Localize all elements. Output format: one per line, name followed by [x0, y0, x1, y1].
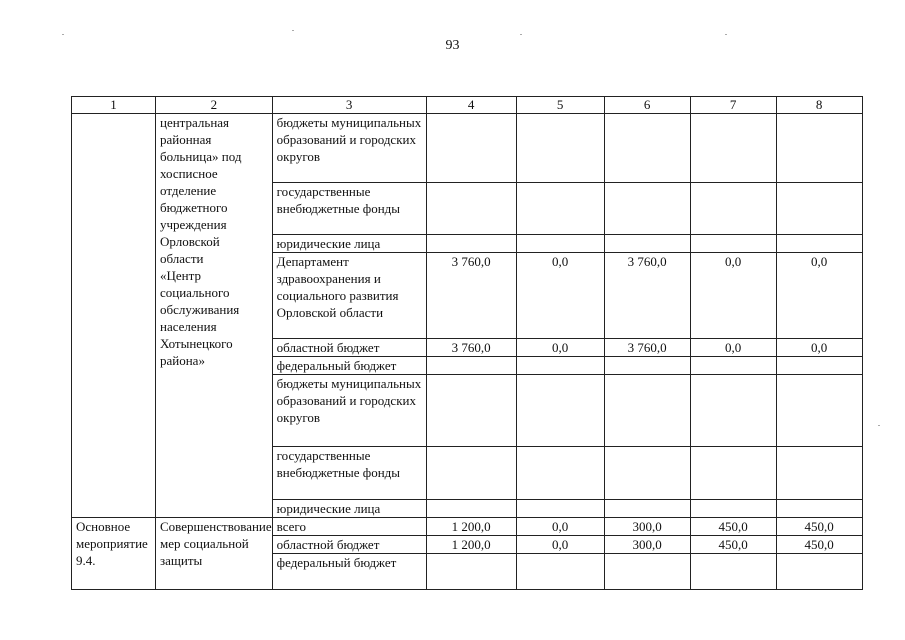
value-cell: 0,0 [776, 339, 862, 357]
org-line: населения [160, 319, 217, 334]
header-cell: 6 [604, 97, 690, 114]
value-cell [776, 114, 862, 183]
value-cell: 0,0 [516, 339, 604, 357]
source-cell: юридические лица [272, 500, 426, 518]
measure-name-cell: Совершенствование мер социальной защиты [156, 518, 273, 590]
value-cell [604, 500, 690, 518]
org-line: Орловской [160, 234, 220, 249]
value-cell [776, 357, 862, 375]
page-number: 93 [445, 38, 460, 53]
scan-artifact [878, 425, 880, 426]
value-cell [516, 500, 604, 518]
value-cell [604, 357, 690, 375]
value-cell [426, 114, 516, 183]
value-cell [776, 183, 862, 235]
value-cell: 300,0 [604, 536, 690, 554]
value-cell: 1 200,0 [426, 518, 516, 536]
header-cell: 7 [690, 97, 776, 114]
source-cell: федеральный бюджет [272, 554, 426, 590]
value-cell: 3 760,0 [426, 339, 516, 357]
value-cell [604, 447, 690, 500]
org-line: «Центр [160, 268, 201, 283]
value-cell [776, 500, 862, 518]
source-cell: Департамент здравоохранения и социального развития Орловской области [272, 253, 426, 339]
value-cell [516, 375, 604, 447]
org-line: социального [160, 285, 230, 300]
org-line: района» [160, 353, 205, 368]
scan-artifact [520, 34, 522, 35]
value-cell: 0,0 [516, 518, 604, 536]
value-cell: 3 760,0 [426, 253, 516, 339]
source-cell: областной бюджет [272, 536, 426, 554]
value-cell [690, 183, 776, 235]
value-cell [776, 447, 862, 500]
value-cell: 0,0 [690, 339, 776, 357]
header-row [72, 97, 863, 114]
source-cell: бюджеты муниципальных образований и городских округов [272, 114, 426, 183]
value-cell: 1 200,0 [426, 536, 516, 554]
value-cell [690, 447, 776, 500]
source-cell: юридические лица [272, 235, 426, 253]
value-cell [516, 235, 604, 253]
value-cell [690, 554, 776, 590]
value-cell: 450,0 [776, 518, 862, 536]
value-cell [604, 183, 690, 235]
org-line: центральная [160, 115, 230, 130]
source-cell: бюджеты муниципальных образований и городских округов [272, 375, 426, 447]
scan-artifact [292, 30, 294, 31]
org-line: бюджетного [160, 200, 228, 215]
org-line: Хотынецкого [160, 336, 233, 351]
value-cell: 0,0 [776, 253, 862, 339]
source-cell: государственные внебюджетные фонды [272, 447, 426, 500]
header-cell: 3 [272, 97, 426, 114]
org-line: районная [160, 132, 212, 147]
value-cell: 3 760,0 [604, 339, 690, 357]
scan-artifact [62, 34, 64, 35]
value-cell [776, 375, 862, 447]
value-cell [690, 357, 776, 375]
value-cell [604, 235, 690, 253]
value-cell: 300,0 [604, 518, 690, 536]
value-cell: 450,0 [690, 536, 776, 554]
value-cell [776, 554, 862, 590]
header-cell: 2 [156, 97, 273, 114]
value-cell [426, 447, 516, 500]
org-line: хосписное [160, 166, 218, 181]
value-cell [426, 357, 516, 375]
source-cell: всего [272, 518, 426, 536]
org-line: области [160, 251, 204, 266]
source-cell: областной бюджет [272, 339, 426, 357]
header-cell: 1 [72, 97, 156, 114]
table-row [72, 518, 863, 536]
source-cell: федеральный бюджет [272, 357, 426, 375]
value-cell: 3 760,0 [604, 253, 690, 339]
organization-cell [156, 114, 273, 518]
value-cell: 450,0 [690, 518, 776, 536]
value-cell [776, 235, 862, 253]
value-cell [604, 375, 690, 447]
value-cell [426, 235, 516, 253]
source-cell: государственные внебюджетные фонды [272, 183, 426, 235]
value-cell [426, 554, 516, 590]
value-cell [516, 554, 604, 590]
value-cell: 0,0 [516, 536, 604, 554]
value-cell: 0,0 [516, 253, 604, 339]
value-cell [690, 500, 776, 518]
value-cell: 450,0 [776, 536, 862, 554]
value-cell [516, 357, 604, 375]
value-cell [604, 114, 690, 183]
org-line: отделение [160, 183, 217, 198]
org-line: больница» под [160, 149, 242, 164]
value-cell [604, 554, 690, 590]
budget-table [71, 96, 863, 590]
header-cell: 8 [776, 97, 862, 114]
org-line: учреждения [160, 217, 227, 232]
header-cell: 4 [426, 97, 516, 114]
value-cell [516, 183, 604, 235]
value-cell: 0,0 [690, 253, 776, 339]
value-cell [690, 114, 776, 183]
scan-artifact [725, 34, 727, 35]
org-line: обслуживания [160, 302, 240, 317]
value-cell [690, 235, 776, 253]
value-cell [516, 114, 604, 183]
table-row [72, 114, 863, 183]
value-cell [426, 500, 516, 518]
value-cell [426, 183, 516, 235]
value-cell [516, 447, 604, 500]
value-cell [426, 375, 516, 447]
header-cell: 5 [516, 97, 604, 114]
value-cell [690, 375, 776, 447]
measure-cell: Основное мероприятие 9.4. [72, 518, 156, 590]
measure-cell-empty [72, 114, 156, 518]
